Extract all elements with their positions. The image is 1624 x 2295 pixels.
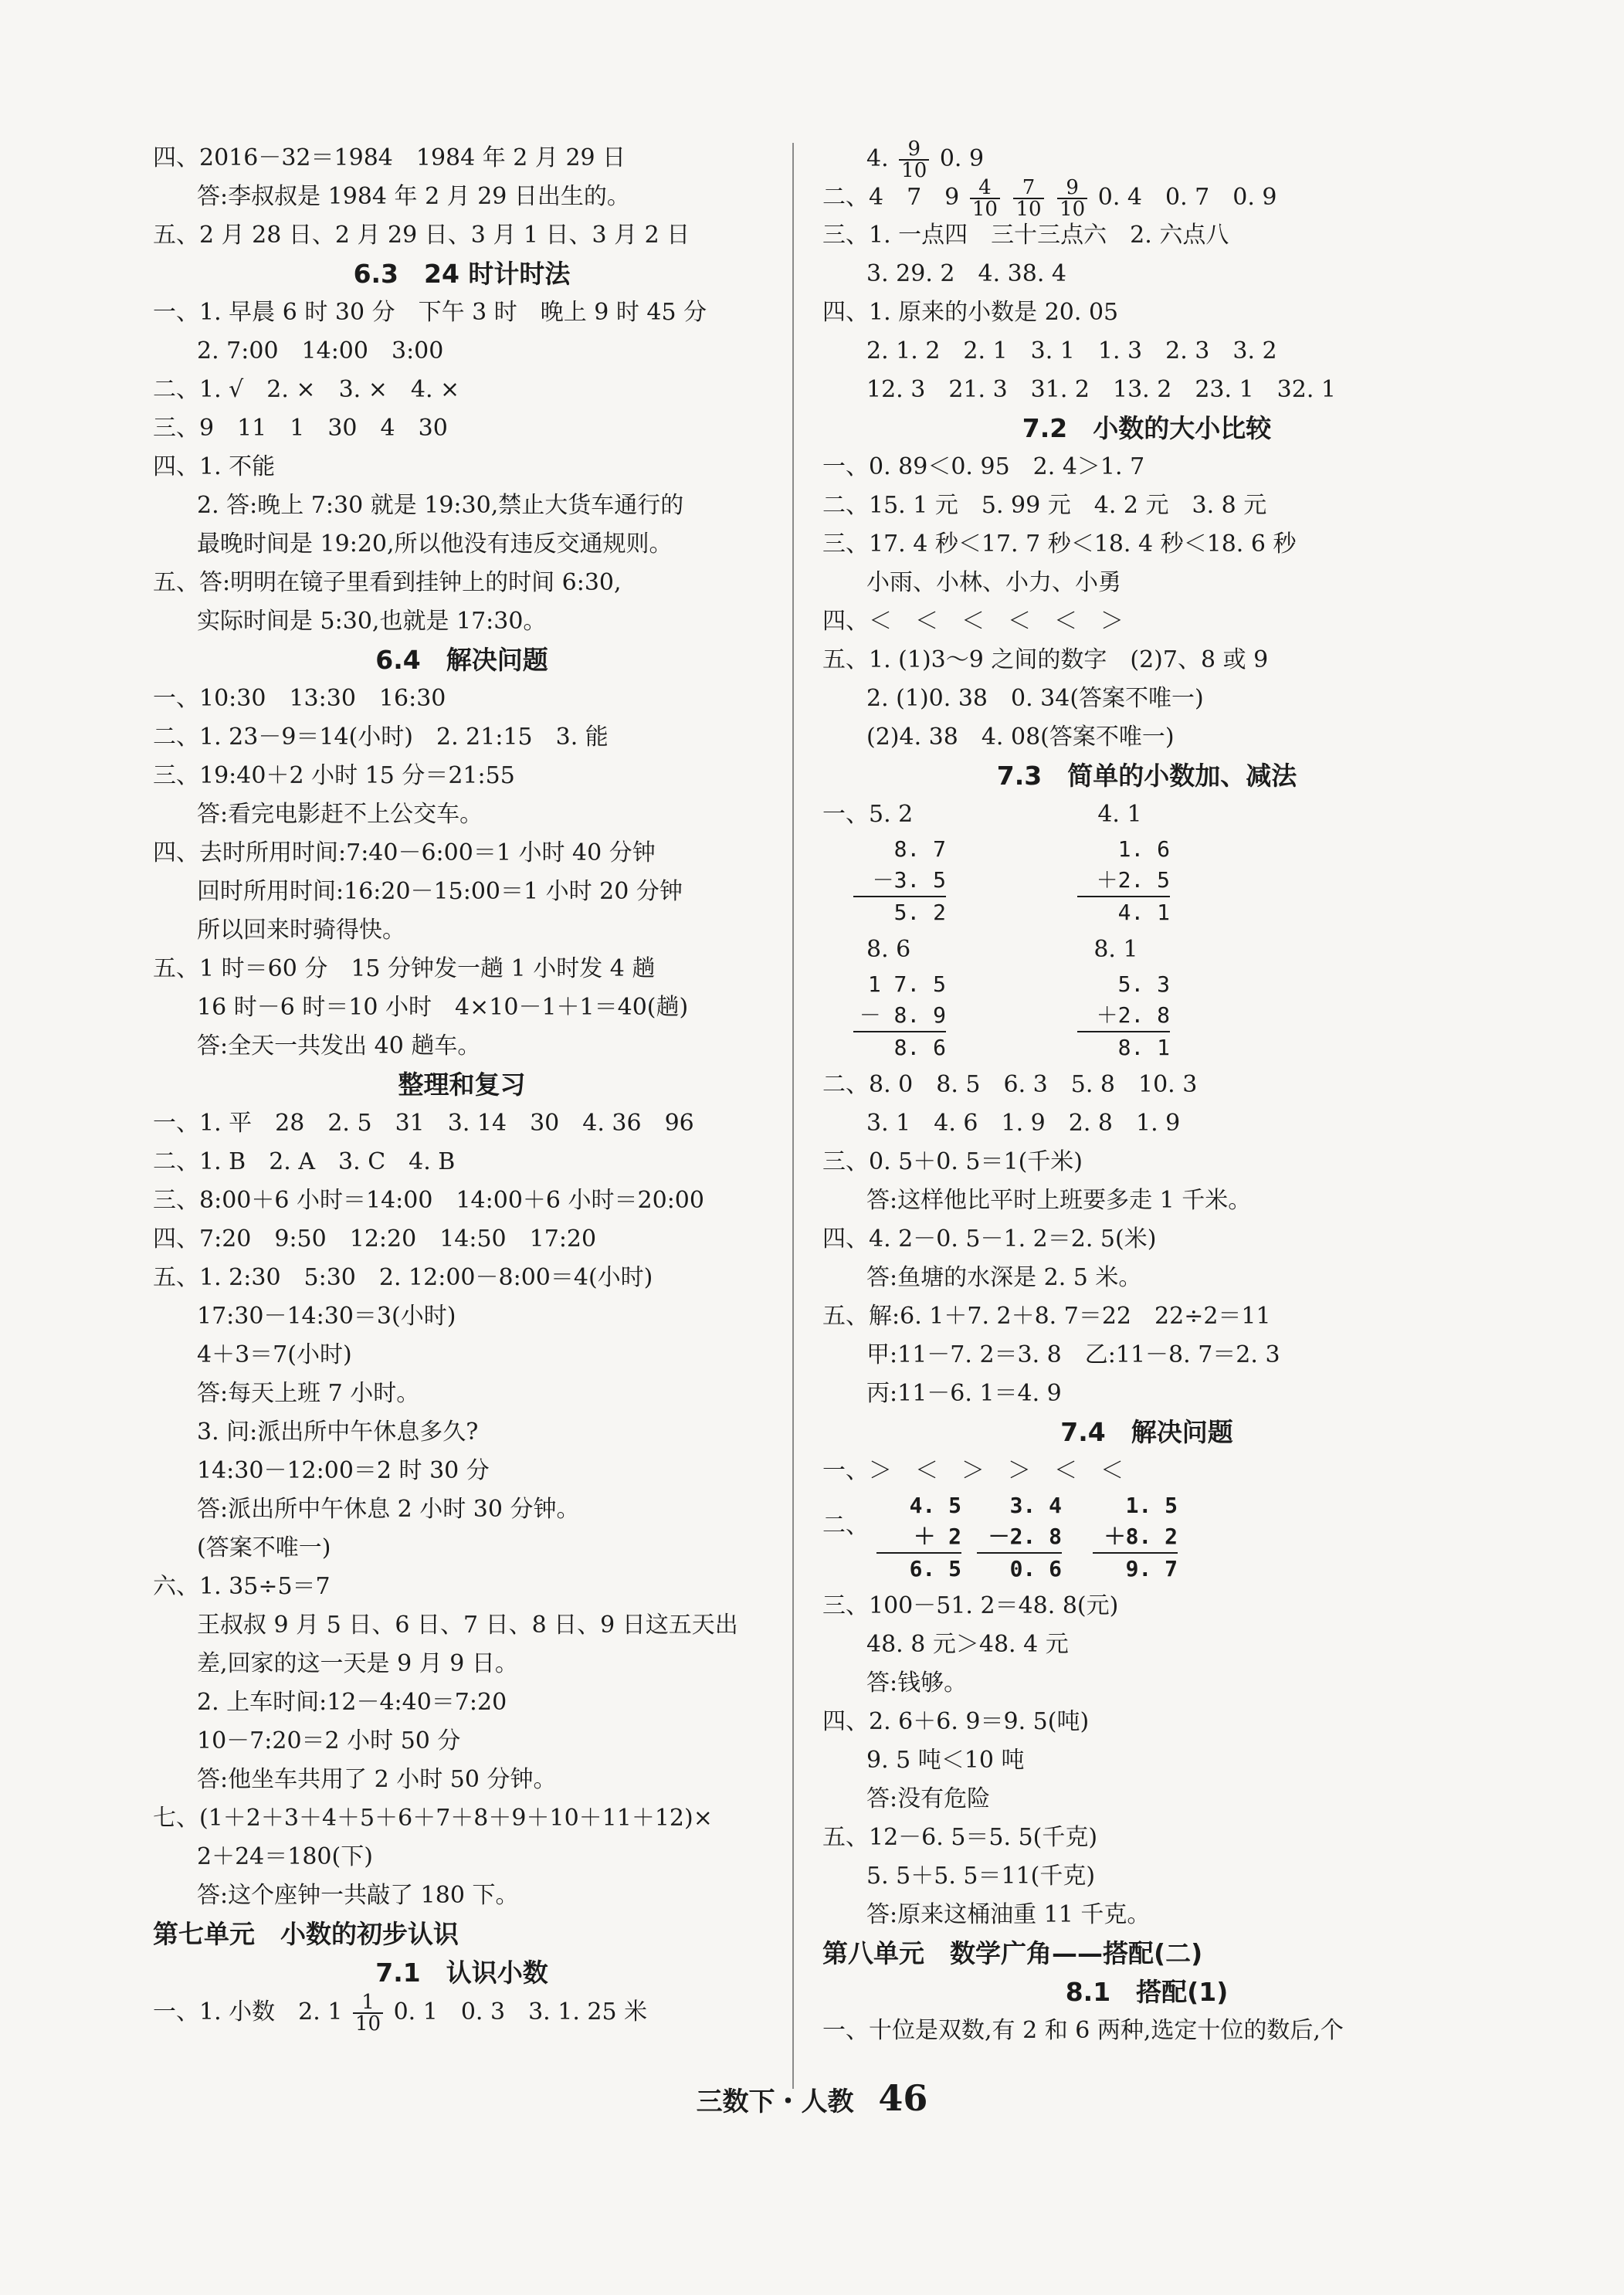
text-line: 三、1. 一点四 三十三点六 2. 六点八 bbox=[822, 222, 1229, 249]
text-segment: 一、5. 2 bbox=[822, 801, 914, 828]
text-line: 二、1. √ 2. × 3. × 4. × bbox=[153, 376, 460, 403]
section-heading: 整理和复习 bbox=[398, 1070, 526, 1100]
calc-operand: 1. 5 bbox=[1125, 1493, 1178, 1518]
text-line: 四、2016－32＝1984 1984 年 2 月 29 日 bbox=[153, 144, 626, 171]
text-line: 四、1. 不能 bbox=[153, 453, 276, 480]
text-line: 二、8. 0 8. 5 6. 3 5. 8 10. 3 bbox=[822, 1071, 1198, 1098]
fraction-denominator: 10 bbox=[1059, 198, 1086, 221]
text-segment: 0. 4 0. 7 0. 9 bbox=[1097, 184, 1277, 211]
text-line: 五、12－6. 5＝5. 5(千克) bbox=[822, 1824, 1098, 1851]
text-line: 答:李叔叔是 1984 年 2 月 29 日出生的。 bbox=[197, 183, 630, 210]
text-line: 三、9 11 1 30 4 30 bbox=[153, 415, 448, 442]
text-line: 三、0. 5＋0. 5＝1(千米) bbox=[822, 1148, 1083, 1175]
text-line bbox=[822, 795, 1471, 834]
text-line: 答:原来这桶油重 11 千克。 bbox=[866, 1901, 1151, 1928]
text-line: 二、1. B 2. A 3. C 4. B bbox=[153, 1148, 456, 1175]
text-line: 4＋3＝7(小时) bbox=[197, 1341, 352, 1368]
text-line: 三、17. 4 秒＜17. 7 秒＜18. 4 秒＜18. 6 秒 bbox=[822, 531, 1297, 558]
text-line: 答:这样他比平时上班要多走 1 千米。 bbox=[866, 1187, 1252, 1214]
text-line: 四、去时所用时间:7:40－6:00＝1 小时 40 分钟 bbox=[153, 839, 656, 866]
calc-result: 6. 5 bbox=[909, 1556, 961, 1581]
fraction-numerator: 7 bbox=[1013, 178, 1043, 199]
text-line: 丙:11－6. 1＝4. 9 bbox=[866, 1380, 1062, 1407]
text-line: 一、十位是双数,有 2 和 6 两种,选定十位的数后,个 bbox=[822, 2017, 1344, 2044]
text-line: 2. 7:00 14:00 3:00 bbox=[197, 337, 444, 364]
unit-heading: 第八单元 数学广角——搭配(二) bbox=[822, 1938, 1203, 1968]
text-segment: 0. 1 0. 3 3. 1. 25 米 bbox=[393, 1998, 648, 2025]
calc-result: 4. 1 bbox=[1117, 900, 1170, 925]
text-line: 七、(1＋2＋3＋4＋5＋6＋7＋8＋9＋10＋11＋12)× bbox=[153, 1805, 713, 1832]
fraction-denominator: 10 bbox=[1015, 198, 1042, 221]
text-line: 二、15. 1 元 5. 99 元 4. 2 元 3. 8 元 bbox=[822, 492, 1267, 519]
text-line: 答:没有危险 bbox=[866, 1785, 991, 1812]
fraction-numerator: 4 bbox=[970, 178, 1000, 199]
text-line: 四、2. 6＋6. 9＝9. 5(吨) bbox=[822, 1708, 1090, 1735]
text-line: 三、8:00＋6 小时＝14:00 14:00＋6 小时＝20:00 bbox=[153, 1187, 704, 1214]
text-line: 六、1. 35÷5＝7 bbox=[153, 1573, 331, 1600]
text-line bbox=[822, 931, 1471, 969]
text-segment: 8. 6 bbox=[866, 936, 911, 963]
column-divider bbox=[792, 143, 794, 2089]
calc-operand: ＋8. 2 bbox=[1093, 1521, 1178, 1554]
left-column bbox=[153, 139, 771, 2036]
fraction bbox=[353, 1992, 383, 2034]
calc-operand: 3. 4 bbox=[1009, 1493, 1062, 1518]
text-line: 答:鱼塘的水深是 2. 5 米。 bbox=[866, 1264, 1142, 1291]
text-line: 五、答:明明在镜子里看到挂钟上的时间 6:30, bbox=[153, 569, 622, 596]
right-column bbox=[822, 139, 1471, 2050]
text-line: 差,回家的这一天是 9 月 9 日。 bbox=[197, 1650, 518, 1677]
vertical-calc bbox=[977, 1490, 1062, 1585]
text-line: 四、4. 2－0. 5－1. 2＝2. 5(米) bbox=[822, 1225, 1157, 1253]
text-line: (2)4. 38 4. 08(答案不唯一) bbox=[866, 724, 1175, 751]
text-line: 16 时－6 时＝10 小时 4×10－1＋1＝40(趟) bbox=[197, 994, 689, 1021]
text-line: 最晚时间是 19:20,所以他没有违反交通规则。 bbox=[197, 531, 673, 558]
section-heading: 7.3 简单的小数加、减法 bbox=[996, 761, 1297, 791]
fraction-denominator: 10 bbox=[901, 159, 927, 182]
calc-operand: 1 7. 5 bbox=[867, 971, 946, 997]
text-line: 3. 29. 2 4. 38. 4 bbox=[866, 260, 1066, 287]
text-line bbox=[822, 137, 1471, 182]
text-line: 所以回来时骑得快。 bbox=[197, 917, 405, 944]
fraction bbox=[1013, 178, 1043, 219]
fraction-numerator: 9 bbox=[899, 139, 929, 161]
text-line: 五、1. 2:30 5:30 2. 12:00－8:00＝4(小时) bbox=[153, 1264, 653, 1291]
text-line: 一、0. 89＜0. 95 2. 4＞1. 7 bbox=[822, 453, 1145, 480]
text-line: 2. 答:晚上 7:30 就是 19:30,禁止大货车通行的 bbox=[197, 492, 684, 519]
text-line: (答案不唯一) bbox=[197, 1534, 331, 1561]
section-heading: 6.4 解决问题 bbox=[375, 645, 548, 675]
calc-operand: －2. 8 bbox=[977, 1521, 1062, 1554]
vertical-calc bbox=[876, 1490, 961, 1585]
calc-operand: 8. 7 bbox=[893, 836, 946, 862]
fraction bbox=[970, 178, 1000, 219]
text-line: 一、10:30 13:30 16:30 bbox=[153, 685, 446, 712]
text-segment: 4. bbox=[866, 145, 889, 172]
vertical-calc-row bbox=[822, 969, 1471, 1066]
text-line: 答:钱够。 bbox=[866, 1670, 968, 1697]
text-line: 答:每天上班 7 小时。 bbox=[197, 1380, 420, 1407]
text-line: 王叔叔 9 月 5 日、6 日、7 日、8 日、9 日这五天出 bbox=[197, 1612, 738, 1639]
section-heading: 7.4 解决问题 bbox=[1060, 1417, 1233, 1447]
vertical-calc bbox=[1077, 834, 1170, 928]
text-line: 一、＞ ＜ ＞ ＞ ＜ ＜ bbox=[822, 1457, 1124, 1484]
fraction-numerator: 1 bbox=[353, 1992, 383, 2014]
text-line: 3. 1 4. 6 1. 9 2. 8 1. 9 bbox=[866, 1110, 1181, 1137]
section-heading: 7.2 小数的大小比较 bbox=[1022, 413, 1272, 443]
text-line: 9. 5 吨＜10 吨 bbox=[866, 1747, 1025, 1774]
text-line: 5. 5＋5. 5＝11(千克) bbox=[866, 1863, 1096, 1890]
text-segment: 4. 1 bbox=[1097, 801, 1142, 828]
text-line: 五、1 时＝60 分 15 分钟发一趟 1 小时发 4 趟 bbox=[153, 955, 656, 982]
text-line: 一、1. 早晨 6 时 30 分 下午 3 时 晚上 9 时 45 分 bbox=[153, 299, 707, 326]
vertical-calc-row bbox=[822, 834, 1471, 931]
text-segment: 0. 9 bbox=[939, 145, 985, 172]
calc-operand: ＋2. 5 bbox=[1077, 865, 1170, 897]
text-line: 3. 问:派出所中午休息多久? bbox=[197, 1419, 479, 1446]
vertical-calc-row bbox=[822, 1490, 1471, 1587]
page-number: 46 bbox=[878, 2077, 928, 2119]
text-line bbox=[822, 176, 1471, 221]
page-footer bbox=[0, 2077, 1624, 2119]
text-line: 2. 上车时间:12－4:40＝7:20 bbox=[197, 1689, 507, 1716]
fraction bbox=[899, 139, 929, 181]
text-line: 2. 1. 2 2. 1 3. 1 1. 3 2. 3 3. 2 bbox=[866, 337, 1277, 364]
text-segment: 一、1. 小数 2. 1 bbox=[153, 1998, 343, 2025]
text-line: 答:全天一共发出 40 趟车。 bbox=[197, 1032, 481, 1059]
calc-result: 5. 2 bbox=[893, 900, 946, 925]
text-line: 12. 3 21. 3 31. 2 13. 2 23. 1 32. 1 bbox=[866, 376, 1336, 403]
fraction-denominator: 10 bbox=[971, 198, 998, 221]
text-line bbox=[153, 1991, 771, 2036]
calc-result: 9. 7 bbox=[1125, 1556, 1178, 1581]
text-line: 2. (1)0. 38 0. 34(答案不唯一) bbox=[866, 685, 1204, 712]
vertical-calc bbox=[1077, 969, 1170, 1063]
section-heading: 7.1 认识小数 bbox=[375, 1958, 548, 1988]
calc-result: 8. 6 bbox=[893, 1035, 946, 1060]
calc-operand: 5. 3 bbox=[1117, 971, 1170, 997]
calc-operand: 1. 6 bbox=[1117, 836, 1170, 862]
calc-operand: ＋ 2 bbox=[876, 1521, 961, 1554]
text-line: 小雨、小林、小力、小勇 bbox=[866, 569, 1121, 596]
text-line: 回时所用时间:16:20－15:00＝1 小时 20 分钟 bbox=[197, 878, 683, 905]
text-line: 二、1. 23－9＝14(小时) 2. 21:15 3. 能 bbox=[153, 724, 609, 751]
calc-operand: －3. 5 bbox=[853, 865, 946, 897]
text-line: 实际时间是 5:30,也就是 17:30。 bbox=[197, 608, 547, 635]
text-line: 17:30－14:30＝3(小时) bbox=[197, 1303, 456, 1330]
calc-result: 8. 1 bbox=[1117, 1035, 1170, 1060]
text-segment: 8. 1 bbox=[1093, 936, 1138, 963]
text-line: 答:看完电影赶不上公交车。 bbox=[197, 801, 483, 828]
text-line: 答:派出所中午休息 2 小时 30 分钟。 bbox=[197, 1496, 580, 1523]
text-line: 五、解:6. 1＋7. 2＋8. 7＝22 22÷2＝11 bbox=[822, 1303, 1271, 1330]
footer-label: 三数下・人教 bbox=[696, 2087, 854, 2117]
text-line: 一、1. 平 28 2. 5 31 3. 14 30 4. 36 96 bbox=[153, 1110, 694, 1137]
text-line: 四、＜ ＜ ＜ ＜ ＜ ＞ bbox=[822, 608, 1124, 635]
fraction-denominator: 10 bbox=[354, 2012, 381, 2036]
text-line: 三、19:40＋2 小时 15 分＝21:55 bbox=[153, 762, 515, 789]
text-line: 三、100－51. 2＝48. 8(元) bbox=[822, 1592, 1119, 1619]
text-line: 答:这个座钟一共敲了 180 下。 bbox=[197, 1882, 519, 1909]
vertical-calc bbox=[853, 969, 946, 1063]
calc-operand: 4. 5 bbox=[909, 1493, 961, 1518]
text-line: 48. 8 元＞48. 4 元 bbox=[866, 1631, 1069, 1658]
section-heading: 8.1 搭配(1) bbox=[1065, 1977, 1229, 2007]
calc-operand: ＋2. 8 bbox=[1077, 1000, 1170, 1032]
text-line: 10－7:20＝2 小时 50 分 bbox=[197, 1727, 461, 1754]
text-line: 答:他坐车共用了 2 小时 50 分钟。 bbox=[197, 1766, 557, 1793]
text-line: 五、2 月 28 日、2 月 29 日、3 月 1 日、3 月 2 日 bbox=[153, 222, 690, 249]
text-line: 2＋24＝180(下) bbox=[197, 1843, 373, 1870]
fraction-numerator: 9 bbox=[1057, 178, 1087, 199]
text-segment: 二、4 7 9 bbox=[822, 184, 960, 211]
section-heading: 6.3 24 时计时法 bbox=[353, 259, 571, 289]
calc-operand: － 8. 9 bbox=[853, 1000, 946, 1032]
fraction bbox=[1057, 178, 1087, 219]
calc-result: 0. 6 bbox=[1009, 1556, 1062, 1581]
vertical-calc bbox=[1093, 1490, 1178, 1585]
vertical-calc bbox=[853, 834, 946, 928]
unit-heading: 第七单元 小数的初步认识 bbox=[153, 1919, 459, 1949]
text-line: 五、1. (1)3～9 之间的数字 (2)7、8 或 9 bbox=[822, 646, 1269, 673]
item-label: 二、 bbox=[822, 1512, 869, 1539]
text-line: 甲:11－7. 2＝3. 8 乙:11－8. 7＝2. 3 bbox=[866, 1341, 1280, 1368]
text-line: 四、7:20 9:50 12:20 14:50 17:20 bbox=[153, 1225, 597, 1253]
text-line: 14:30－12:00＝2 时 30 分 bbox=[197, 1457, 490, 1484]
text-line: 四、1. 原来的小数是 20. 05 bbox=[822, 299, 1119, 326]
